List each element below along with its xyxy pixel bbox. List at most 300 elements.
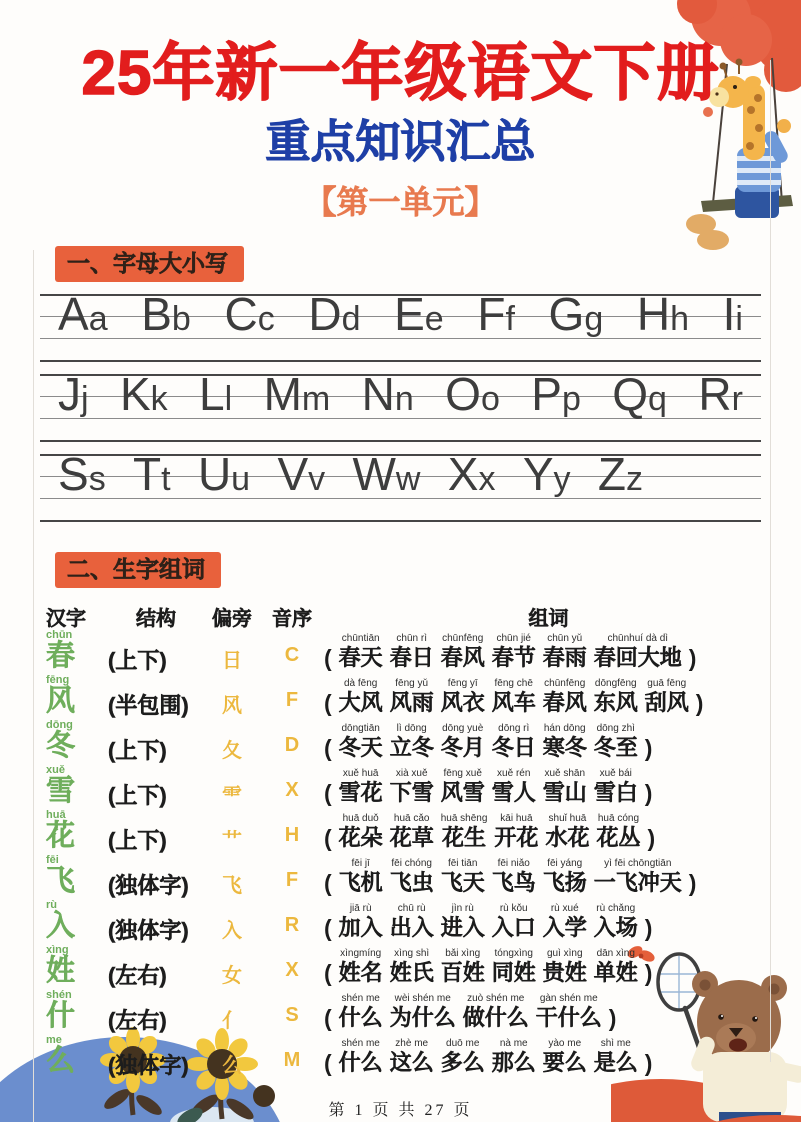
word-pinyin: wèi shén me <box>394 993 451 1004</box>
writing-staff <box>40 368 761 440</box>
word-unit <box>339 948 383 986</box>
word-unit <box>390 948 434 986</box>
word-unit <box>339 813 383 851</box>
initial-cell: X <box>285 959 299 981</box>
word-text: 花丛 <box>596 825 641 850</box>
lowercase-letter: v <box>308 460 326 498</box>
lowercase-letter: n <box>394 380 414 418</box>
hanzi-character: 飞 <box>46 865 76 897</box>
page-subtitle: 重点知识汇总 <box>265 116 536 167</box>
initial-cell: C <box>284 644 300 666</box>
word-text: 风衣 <box>440 690 485 715</box>
letter-pair <box>308 287 360 341</box>
word-text: 飞扬 <box>542 870 587 895</box>
uppercase-letter: E <box>394 288 425 340</box>
word-unit <box>543 948 587 986</box>
hanzi-pinyin: dōng <box>46 719 73 731</box>
close-paren: ) <box>644 780 653 806</box>
lowercase-letter: c <box>257 300 275 338</box>
word-unit <box>594 678 638 716</box>
uppercase-letter: Q <box>612 368 649 420</box>
word-text: 干什么 <box>535 1005 602 1030</box>
word-text: 飞机 <box>338 870 383 895</box>
vocab-row <box>46 946 773 991</box>
hanzi-cell <box>46 720 108 761</box>
initial-cell: S <box>285 1004 299 1026</box>
column-header-words: 组词 <box>528 608 569 630</box>
word-pinyin: jìn rù <box>451 903 474 914</box>
word-pinyin: fēi niǎo <box>497 858 530 869</box>
word-unit <box>594 633 682 671</box>
word-pinyin: fēng xuě <box>443 768 482 779</box>
word-text: 春天 <box>338 645 383 670</box>
word-pinyin: chū rù <box>397 903 426 914</box>
letter-pair <box>224 287 274 341</box>
word-text: 寒冬 <box>542 735 587 760</box>
word-text: 为什么 <box>389 1005 456 1030</box>
uppercase-letter: Y <box>522 448 554 500</box>
letter-pair <box>394 287 444 341</box>
word-unit <box>594 903 638 941</box>
letter-pair <box>362 367 414 421</box>
word-pinyin: chūn yǔ <box>547 633 583 644</box>
hanzi-cell <box>46 630 108 671</box>
writing-staff <box>40 288 761 360</box>
word-unit <box>536 993 602 1031</box>
lowercase-letter: p <box>561 380 581 418</box>
lowercase-letter: u <box>231 460 251 498</box>
column-header-radical: 偏旁 <box>212 608 252 630</box>
letter-pair <box>549 287 604 341</box>
word-unit <box>594 768 638 806</box>
word-text: 什么 <box>338 1005 383 1030</box>
word-text: 入场 <box>593 915 638 940</box>
lowercase-letter: z <box>625 460 643 498</box>
hanzi-character: 入 <box>46 910 76 942</box>
hanzi-cell <box>46 855 108 896</box>
word-text: 花朵 <box>338 825 383 850</box>
word-pinyin: fēng yǔ <box>395 678 429 689</box>
word-pinyin: duō me <box>446 1038 480 1049</box>
word-text: 姓名 <box>338 960 383 985</box>
word-unit <box>390 1038 434 1076</box>
word-pinyin: xuě bái <box>599 768 632 779</box>
word-text: 风雨 <box>389 690 434 715</box>
close-paren: ) <box>695 690 704 716</box>
word-pinyin: fēi tiān <box>447 858 478 869</box>
letter-pair <box>445 367 500 421</box>
letter-pair <box>723 287 743 341</box>
word-pinyin: dōng zhì <box>596 723 635 734</box>
uppercase-letter: X <box>447 448 479 500</box>
word-text: 那么 <box>491 1050 536 1075</box>
letter-pair <box>598 447 643 501</box>
word-unit <box>441 948 485 986</box>
letter-pair <box>264 367 331 421</box>
word-text: 花草 <box>389 825 434 850</box>
staff-line <box>40 440 761 442</box>
uppercase-letter: U <box>197 448 232 500</box>
word-unit <box>441 1038 485 1076</box>
letter-pair <box>698 367 743 421</box>
staff-line <box>40 360 761 362</box>
vocab-row <box>46 766 773 811</box>
word-text: 飞天 <box>440 870 485 895</box>
word-text: 花生 <box>442 825 487 850</box>
letter-pair <box>120 367 168 421</box>
close-paren: ) <box>644 960 653 986</box>
hanzi-pinyin: fēng <box>46 674 70 686</box>
word-unit <box>339 633 383 671</box>
vocab-table-body <box>0 631 801 1081</box>
radical-cell: 么 <box>222 1055 242 1077</box>
lowercase-letter: m <box>301 380 331 418</box>
lowercase-letter: o <box>480 380 500 418</box>
initial-cell: R <box>284 914 300 936</box>
word-text: 东风 <box>593 690 638 715</box>
word-pinyin: zhè me <box>395 1038 429 1049</box>
word-pinyin: chūnfēng <box>544 678 586 689</box>
word-pinyin: yì fēi chōngtiān <box>604 858 672 869</box>
uppercase-letter: V <box>277 448 309 500</box>
uppercase-letter: R <box>698 368 732 420</box>
letter-pair <box>199 367 232 421</box>
radical-cell: 夂 <box>222 740 242 762</box>
word-text: 单姓 <box>593 960 638 985</box>
word-unit <box>543 903 587 941</box>
word-text: 春日 <box>389 645 434 670</box>
word-text: 风车 <box>491 690 536 715</box>
open-paren: ( <box>324 960 332 986</box>
word-pinyin: rù xué <box>550 903 579 914</box>
structure-cell: (上下) <box>108 648 167 673</box>
structure-cell: (左右) <box>108 1008 167 1033</box>
radical-cell: 日 <box>222 650 242 672</box>
word-pinyin: shuǐ huā <box>548 813 587 824</box>
word-unit <box>492 903 536 941</box>
word-pinyin: fēi chóng <box>391 858 432 869</box>
word-text: 大风 <box>338 690 383 715</box>
letter-pair <box>352 447 420 501</box>
word-text: 雪花 <box>338 780 383 805</box>
word-pinyin: xuě rén <box>497 768 531 779</box>
uppercase-letter: P <box>531 368 562 420</box>
word-unit <box>441 678 485 716</box>
word-pinyin: fēi jī <box>351 858 370 869</box>
word-text: 春节 <box>491 645 536 670</box>
hanzi-pinyin: me <box>46 1034 62 1046</box>
word-text: 飞鸟 <box>491 870 536 895</box>
initial-cell: M <box>283 1049 301 1071</box>
word-pinyin: zuò shén me <box>467 993 525 1004</box>
unit-heading: 【第一单元】 <box>304 184 497 220</box>
word-pinyin: shì me <box>600 1038 631 1049</box>
uppercase-letter: K <box>119 368 151 420</box>
word-text: 刮风 <box>644 690 689 715</box>
vocab-row <box>46 676 773 721</box>
word-pinyin: chūntiān <box>341 633 380 644</box>
word-unit <box>441 903 485 941</box>
words-cell <box>324 766 773 806</box>
word-text: 加入 <box>338 915 383 940</box>
word-unit <box>645 678 689 716</box>
vocab-row <box>46 721 773 766</box>
close-paren: ) <box>688 870 697 896</box>
words-cell <box>324 676 773 716</box>
hanzi-character: 什 <box>46 1000 76 1032</box>
word-text: 开花 <box>494 825 539 850</box>
words-cell <box>324 856 773 896</box>
vocab-row <box>46 811 773 856</box>
lowercase-letter: w <box>395 460 421 498</box>
word-text: 立冬 <box>389 735 434 760</box>
word-pinyin: huā cóng <box>597 813 640 824</box>
column-header-initial: 音序 <box>272 608 312 630</box>
radical-cell: 艹 <box>222 830 242 852</box>
word-text: 冬月 <box>440 735 485 760</box>
words-cell <box>324 631 773 671</box>
hanzi-character: 姓 <box>46 955 76 987</box>
word-text: 姓氏 <box>389 960 434 985</box>
hanzi-cell <box>46 990 108 1031</box>
section1-heading-badge: 一、字母大小写 <box>55 246 244 282</box>
hanzi-cell <box>46 810 108 851</box>
page-title: 25年新一年级语文下册 <box>81 39 720 108</box>
word-pinyin: chūnhuí dà dì <box>607 633 669 644</box>
words-cell <box>324 991 773 1031</box>
word-pinyin: chūn rì <box>396 633 427 644</box>
lowercase-letter: e <box>424 300 444 338</box>
word-unit <box>390 678 434 716</box>
word-pinyin: yào me <box>548 1038 582 1049</box>
word-pinyin: rù chǎng <box>596 903 636 914</box>
word-text: 下雪 <box>389 780 434 805</box>
word-text: 春回大地 <box>593 645 682 670</box>
word-pinyin: gàn shén me <box>539 993 598 1004</box>
word-unit <box>492 678 536 716</box>
hanzi-pinyin: chūn <box>46 629 73 641</box>
letter-row <box>58 287 743 341</box>
word-unit <box>441 633 485 671</box>
letter-pair <box>477 287 515 341</box>
word-text: 入口 <box>491 915 536 940</box>
word-unit <box>492 858 536 896</box>
structure-cell: (上下) <box>108 783 167 808</box>
word-unit <box>594 723 638 761</box>
word-unit <box>390 813 434 851</box>
letter-pair <box>58 367 89 421</box>
word-text: 冬至 <box>593 735 638 760</box>
letter-pair <box>448 447 496 501</box>
word-unit <box>339 678 383 716</box>
close-paren: ) <box>644 915 653 941</box>
uppercase-letter: I <box>722 288 736 340</box>
word-pinyin: nà me <box>499 1038 528 1049</box>
word-unit <box>463 993 529 1031</box>
word-pinyin: kāi huā <box>500 813 533 824</box>
uppercase-letter: O <box>445 368 481 420</box>
word-unit <box>543 1038 587 1076</box>
word-text: 冬日 <box>491 735 536 760</box>
vocab-row <box>46 991 773 1036</box>
word-unit <box>594 1038 638 1076</box>
lowercase-letter: f <box>505 300 515 338</box>
uppercase-letter: A <box>58 288 89 340</box>
word-text: 出入 <box>389 915 434 940</box>
uppercase-letter: C <box>224 288 258 340</box>
word-unit <box>339 1038 383 1076</box>
structure-cell: (独体字) <box>108 1053 189 1078</box>
hanzi-character: 么 <box>46 1045 76 1077</box>
uppercase-letter: Z <box>597 448 626 500</box>
lowercase-letter: x <box>478 460 496 498</box>
word-pinyin: xuě huā <box>342 768 379 779</box>
lowercase-letter: r <box>731 380 743 418</box>
word-unit <box>494 813 538 851</box>
word-unit <box>441 813 488 851</box>
words-cell <box>324 946 773 986</box>
word-pinyin: dān xìng <box>596 948 635 959</box>
word-unit <box>492 768 536 806</box>
hanzi-cell <box>46 945 108 986</box>
word-pinyin: xìngmíng <box>340 948 382 959</box>
uppercase-letter: B <box>141 288 172 340</box>
lowercase-letter: d <box>341 300 361 338</box>
word-pinyin: jiā rù <box>349 903 372 914</box>
word-unit <box>545 813 589 851</box>
word-text: 飞虫 <box>389 870 434 895</box>
words-cell <box>324 1036 773 1076</box>
word-pinyin: fēng yī <box>447 678 478 689</box>
word-pinyin: dōngtiān <box>341 723 380 734</box>
hanzi-cell <box>46 675 108 716</box>
radical-cell: 风 <box>222 695 242 717</box>
initial-cell: X <box>285 779 299 801</box>
hanzi-cell <box>46 1035 108 1076</box>
structure-cell: (半包围) <box>108 693 189 718</box>
staff-line <box>40 520 761 522</box>
lowercase-letter: l <box>224 380 233 418</box>
close-paren: ) <box>644 1050 653 1076</box>
word-text: 做什么 <box>462 1005 529 1030</box>
word-unit <box>492 633 536 671</box>
word-text: 进入 <box>440 915 485 940</box>
letter-pair <box>141 287 191 341</box>
word-unit <box>390 633 434 671</box>
words-cell <box>324 811 773 851</box>
open-paren: ( <box>324 1050 332 1076</box>
word-unit <box>543 633 587 671</box>
word-unit <box>441 723 485 761</box>
letter-row <box>58 447 643 501</box>
letter-pair <box>58 447 106 501</box>
open-paren: ( <box>324 780 332 806</box>
word-unit <box>390 903 434 941</box>
uppercase-letter: N <box>361 368 395 420</box>
close-paren: ) <box>608 1005 617 1031</box>
word-unit <box>390 993 456 1031</box>
word-text: 春风 <box>542 690 587 715</box>
word-text: 同姓 <box>491 960 536 985</box>
uppercase-letter: J <box>58 368 81 420</box>
uppercase-letter: F <box>477 288 506 340</box>
lowercase-letter: a <box>88 300 108 338</box>
word-text: 贵姓 <box>542 960 587 985</box>
word-pinyin: shén me <box>341 1038 380 1049</box>
word-unit <box>492 948 536 986</box>
section2-heading-badge: 二、生字组词 <box>55 552 221 588</box>
open-paren: ( <box>324 690 332 716</box>
uppercase-letter: H <box>636 288 671 340</box>
vocab-row <box>46 901 773 946</box>
structure-cell: (左右) <box>108 963 167 988</box>
lowercase-letter: j <box>81 380 89 418</box>
radical-cell: ⻗ <box>222 785 242 807</box>
letter-pair <box>133 447 171 501</box>
open-paren: ( <box>324 645 332 671</box>
uppercase-letter: D <box>308 288 342 340</box>
word-text: 一飞冲天 <box>593 870 682 895</box>
hanzi-pinyin: xuě <box>46 764 65 776</box>
radical-cell: 入 <box>222 920 242 942</box>
lowercase-letter: h <box>670 300 690 338</box>
lowercase-letter: s <box>88 460 106 498</box>
word-unit <box>390 768 434 806</box>
word-pinyin: chūn jié <box>496 633 531 644</box>
uppercase-letter: M <box>263 368 302 420</box>
word-unit <box>594 858 682 896</box>
word-unit <box>441 858 485 896</box>
radical-cell: 女 <box>222 965 242 987</box>
word-pinyin: dōng yuè <box>442 723 484 734</box>
word-unit <box>339 993 383 1031</box>
word-text: 百姓 <box>440 960 485 985</box>
word-pinyin: dōngfēng <box>594 678 637 689</box>
word-text: 这么 <box>389 1050 434 1075</box>
word-unit <box>441 768 485 806</box>
word-text: 雪山 <box>542 780 587 805</box>
open-paren: ( <box>324 870 332 896</box>
word-text: 要么 <box>542 1050 587 1075</box>
uppercase-letter: L <box>199 368 225 420</box>
word-text: 什么 <box>338 1050 383 1075</box>
uppercase-letter: G <box>548 288 585 340</box>
word-pinyin: huā duǒ <box>342 813 379 824</box>
word-text: 春风 <box>440 645 485 670</box>
lowercase-letter: i <box>735 300 743 338</box>
word-pinyin: chūnfēng <box>442 633 484 644</box>
word-pinyin: huā shēng <box>440 813 488 824</box>
lowercase-letter: t <box>161 460 171 498</box>
letter-pair <box>58 287 108 341</box>
word-pinyin: shén me <box>341 993 380 1004</box>
word-unit <box>390 723 434 761</box>
writing-staff <box>40 448 761 520</box>
word-pinyin: lì dōng <box>396 723 427 734</box>
uppercase-letter: T <box>133 448 162 500</box>
radical-cell: 亻 <box>222 1010 242 1032</box>
hanzi-character: 冬 <box>46 730 76 762</box>
page-number-footer: 第 1 页 共 27 页 <box>328 1102 473 1119</box>
words-cell <box>324 721 773 761</box>
letter-pair <box>277 447 325 501</box>
word-unit <box>543 723 587 761</box>
word-unit <box>596 813 640 851</box>
initial-cell: F <box>285 869 299 891</box>
word-pinyin: bǎi xìng <box>445 948 481 959</box>
alphabet-practice-area <box>40 288 761 520</box>
word-pinyin: fēi yáng <box>547 858 583 869</box>
